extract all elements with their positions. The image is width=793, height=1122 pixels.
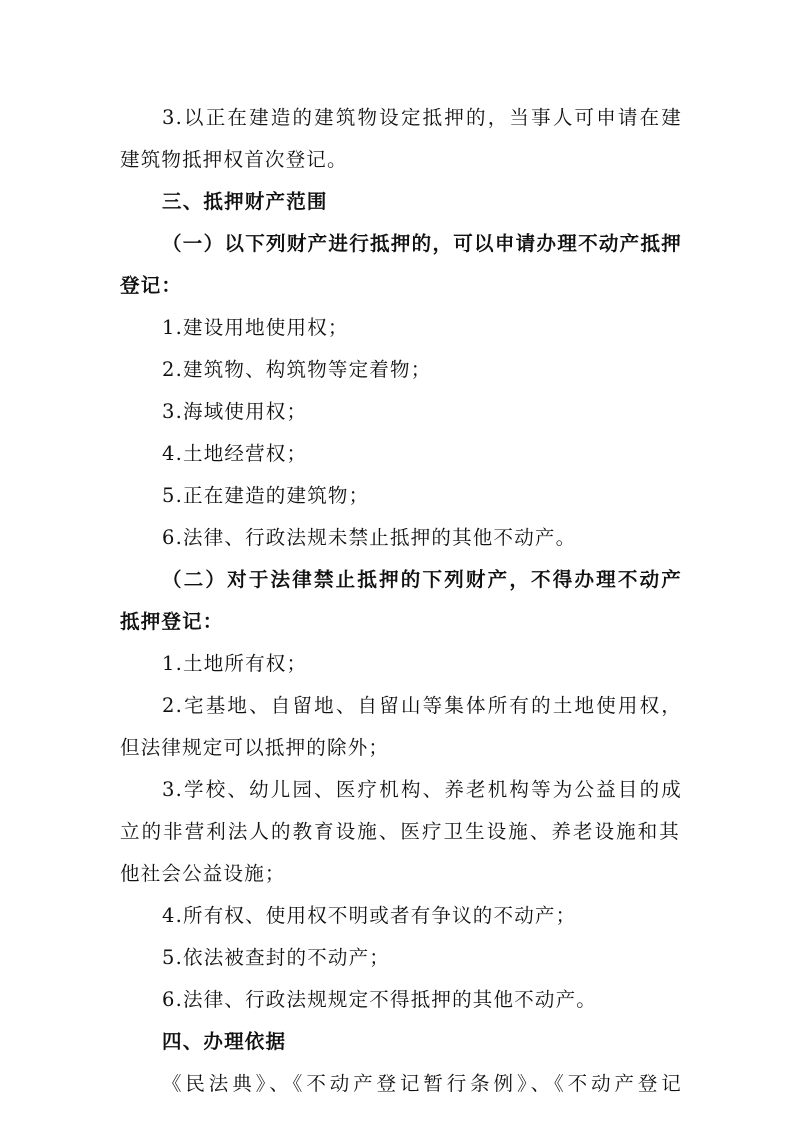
paragraph-line: 建筑物抵押权首次登记。 [120,148,348,171]
list-item: 4.土地经营权； [162,442,308,465]
list-item: 5.正在建造的建筑物； [162,484,370,507]
subsection-heading: （二）对于法律禁止抵押的下列财产，不得办理不动产 [162,568,682,591]
list-item: 2.宅基地、自留地、自留山等集体所有的土地使用权， [162,694,682,717]
section-heading: 三、抵押财产范围 [162,190,328,213]
list-item: 6.法律、行政法规规定不得抵押的其他不动产。 [162,988,598,1011]
paragraph-line: 《民法典》、《不动产登记暂行条例》、《不动产登记 [162,1072,682,1095]
list-item: 立的非营利法人的教育设施、医疗卫生设施、养老设施和其 [120,820,680,843]
list-item: 2.建筑物、构筑物等定着物； [162,358,432,381]
list-item: 6.法律、行政法规未禁止抵押的其他不动产。 [162,526,577,549]
list-item: 5.依法被查封的不动产； [162,946,391,969]
subsection-heading: 抵押登记： [120,610,224,633]
paragraph-line: 3.以正在建造的建筑物设定抵押的，当事人可申请在建 [162,106,682,129]
list-item: 4.所有权、使用权不明或者有争议的不动产； [162,904,577,927]
subsection-heading: 登记： [120,274,183,297]
section-heading: 四、办理依据 [162,1030,287,1053]
list-item: 1.建设用地使用权； [162,316,349,339]
list-item: 但法律规定可以抵押的除外； [120,736,390,759]
list-item: 3.海域使用权； [162,400,308,423]
list-item: 他社会公益设施； [120,862,286,885]
list-item: 3.学校、幼儿园、医疗机构、养老机构等为公益目的成 [162,778,682,801]
subsection-heading: （一）以下列财产进行抵押的，可以申请办理不动产抵押 [162,232,682,255]
list-item: 1.土地所有权； [162,652,308,675]
